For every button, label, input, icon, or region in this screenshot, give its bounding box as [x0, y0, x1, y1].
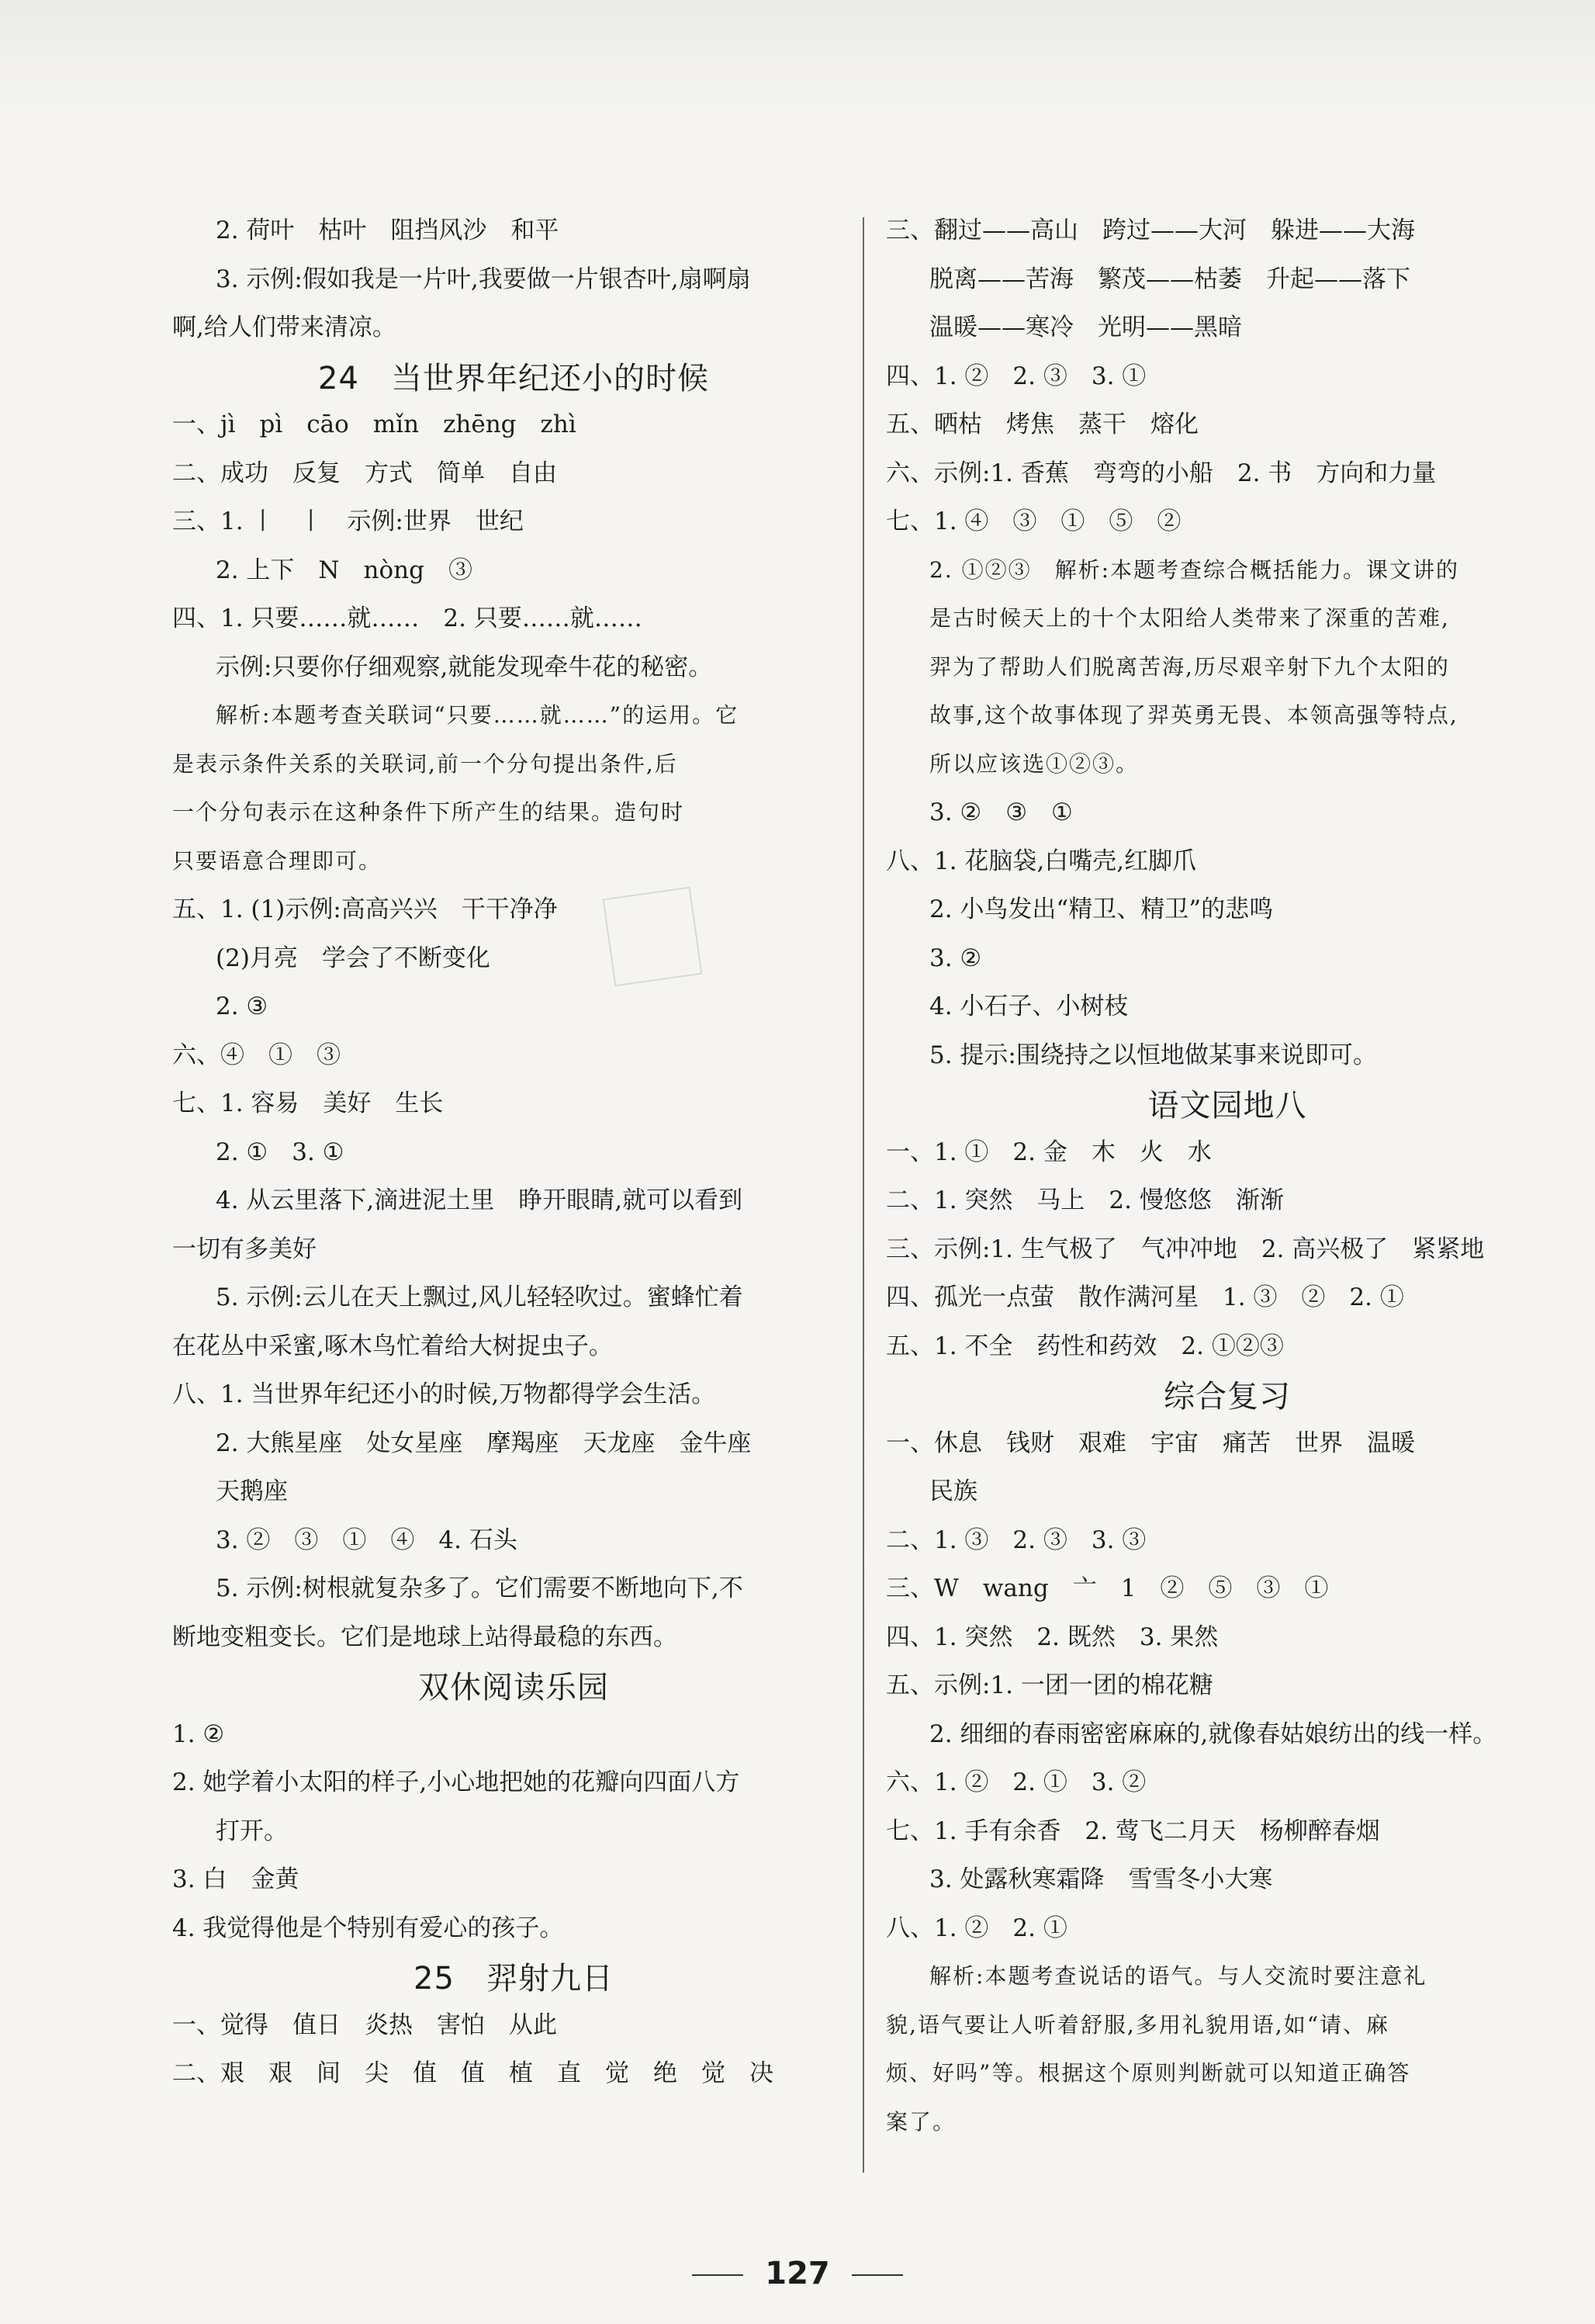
- answer-line: 五、示例:1. 一团一团的棉花糖: [886, 1671, 1213, 1699]
- answer-line: 3. ②: [929, 944, 982, 972]
- answer-line: 2. 大熊星座 处女星座 摩羯座 天龙座 金牛座: [216, 1429, 752, 1457]
- answer-line: (2)月亮 学会了不断变化: [216, 944, 490, 972]
- answer-line: 四、1. ② 2. ③ 3. ①: [886, 362, 1147, 390]
- answer-line: 脱离——苦海 繁茂——枯萎 升起——落下: [929, 265, 1410, 293]
- answer-line: 4. 小石子、小树枝: [929, 992, 1129, 1020]
- answer-line: 是古时候天上的十个太阳给人类带来了深重的苦难,: [929, 605, 1450, 631]
- answer-line: 五、1. 不全 药性和药效 2. ①②③: [886, 1332, 1284, 1360]
- answer-line: 2. 小鸟发出“精卫、精卫”的悲鸣: [929, 895, 1274, 923]
- answer-line: 3. 示例:假如我是一片叶,我要做一片银杏叶,扇啊扇: [216, 265, 751, 293]
- answer-line: 所以应该选①②③。: [929, 750, 1140, 777]
- page-number: 127: [765, 2256, 830, 2291]
- answer-line: 3. 白 金黄: [172, 1865, 299, 1893]
- answer-line: 五、1. (1)示例:高高兴兴 干干净净: [172, 895, 558, 923]
- answer-line: 民族: [929, 1477, 977, 1505]
- answer-line: 在花丛中采蜜,啄木鸟忙着给大树捉虫子。: [172, 1332, 613, 1360]
- answer-line: 1. ②: [172, 1720, 225, 1748]
- answer-line: 四、1. 只要……就…… 2. 只要……就……: [172, 604, 642, 632]
- answer-line: 4. 我觉得他是个特别有爱心的孩子。: [172, 1914, 564, 1942]
- answer-line: 2. ① 3. ①: [216, 1138, 344, 1166]
- answer-line: 天鹅座: [216, 1477, 288, 1505]
- answer-line: 打开。: [216, 1817, 288, 1845]
- answer-line: 2. ③: [216, 992, 268, 1020]
- answer-line: 二、1. ③ 2. ③ 3. ③: [886, 1526, 1147, 1554]
- right-column: [886, 206, 1569, 2146]
- answer-line: 故事,这个故事体现了羿英勇无畏、本领高强等特点,: [929, 702, 1458, 728]
- answer-line: 六、示例:1. 香蕉 弯弯的小船 2. 书 方向和力量: [886, 459, 1437, 487]
- answer-line: 六、1. ② 2. ① 3. ②: [886, 1768, 1147, 1796]
- answer-line: 八、1. ② 2. ①: [886, 1914, 1067, 1942]
- answer-line: 2. 细细的春雨密密麻麻的,就像春姑娘纺出的线一样。: [929, 1720, 1497, 1748]
- answer-line: 三、示例:1. 生气极了 气冲冲地 2. 高兴极了 紧紧地: [886, 1235, 1485, 1263]
- answer-line: 三、翻过——高山 跨过——大河 躲进——大海: [886, 216, 1415, 244]
- answer-line: 啊,给人们带来清凉。: [172, 313, 396, 341]
- answer-line: 七、1. ④ ③ ① ⑤ ②: [886, 507, 1182, 535]
- answer-line: 一、jì pì cāo mǐn zhēng zhì: [172, 410, 576, 438]
- answer-line: 三、1. 丨 丨 示例:世界 世纪: [172, 507, 524, 535]
- answer-line: 2. 上下 N nòng ③: [216, 556, 472, 584]
- answer-line: 七、1. 容易 美好 生长: [172, 1089, 444, 1117]
- answer-line: 二、1. 突然 马上 2. 慢悠悠 渐渐: [886, 1186, 1284, 1214]
- answer-line: 4. 从云里落下,滴进泥土里 睁开眼睛,就可以看到: [216, 1186, 743, 1214]
- answer-line: 5. 提示:围绕持之以恒地做某事来说即可。: [929, 1041, 1377, 1069]
- footer-dash-right: [852, 2274, 903, 2276]
- answer-line: 3. ② ③ ①: [929, 798, 1073, 826]
- page-footer: [0, 2250, 1595, 2297]
- column-divider: [863, 217, 864, 2173]
- answer-line: 5. 示例:树根就复杂多了。它们需要不断地向下,不: [216, 1574, 743, 1602]
- answer-line: 六、④ ① ③: [172, 1041, 341, 1069]
- left-column: [172, 206, 855, 2098]
- section-heading: 24 当世界年纪还小的时候: [318, 360, 709, 397]
- answer-line: 案了。: [886, 2108, 957, 2135]
- answer-line: 只要语意合理即可。: [172, 847, 382, 874]
- answer-line: 断地变粗变长。它们是地球上站得最稳的东西。: [172, 1623, 677, 1651]
- answer-line: 一、休息 钱财 艰难 宇宙 痛苦 世界 温暖: [886, 1429, 1415, 1457]
- answer-line: 八、1. 花脑袋,白嘴壳,红脚爪: [886, 847, 1197, 875]
- answer-line: 一切有多美好: [172, 1235, 317, 1263]
- answer-line: 一、觉得 值日 炎热 害怕 从此: [172, 2011, 557, 2039]
- answer-line: 示例:只要你仔细观察,就能发现牵牛花的秘密。: [216, 653, 713, 681]
- answer-line: 温暖——寒冷 光明——黑暗: [929, 313, 1242, 341]
- answer-line: 八、1. 当世界年纪还小的时候,万物都得学会生活。: [172, 1380, 716, 1408]
- answer-line: 二、艰 艰 间 尖 值 值 植 直 觉 绝 觉 决: [172, 2059, 773, 2087]
- answer-line: 解析:本题考查关联词“只要……就……”的运用。它: [216, 702, 739, 728]
- stamp-mark: [603, 887, 703, 987]
- answer-line: 一、1. ① 2. 金 木 火 水: [886, 1138, 1212, 1166]
- answer-line: 四、孤光一点萤 散作满河星 1. ③ ② 2. ①: [886, 1283, 1404, 1311]
- answer-line: 三、W wang 亠 1 ② ⑤ ③ ①: [886, 1574, 1329, 1602]
- answer-line: 烦、好吗”等。根据这个原则判断就可以知道正确答: [886, 2060, 1411, 2086]
- answer-line: 四、1. 突然 2. 既然 3. 果然: [886, 1623, 1219, 1651]
- answer-line: 2. ①②③ 解析:本题考查综合概括能力。课文讲的: [929, 556, 1460, 583]
- section-heading: 综合复习: [1164, 1379, 1291, 1415]
- answer-line: 七、1. 手有余香 2. 莺飞二月天 杨柳醉春烟: [886, 1817, 1380, 1845]
- answer-line: 貌,语气要让人听着舒服,多用礼貌用语,如“请、麻: [886, 2011, 1390, 2038]
- footer-dash-left: [692, 2274, 743, 2276]
- section-heading: 双休阅读乐园: [418, 1670, 609, 1706]
- answer-line: 3. 处露秋寒霜降 雪雪冬小大寒: [929, 1865, 1273, 1893]
- answer-line: 羿为了帮助人们脱离苦海,历尽艰辛射下九个太阳的: [929, 653, 1450, 680]
- answer-line: 一个分句表示在这种条件下所产生的结果。造句时: [172, 799, 685, 825]
- answer-line: 是表示条件关系的关联词,前一个分句提出条件,后: [172, 750, 678, 777]
- answer-line: 5. 示例:云儿在天上飘过,风儿轻轻吹过。蜜蜂忙着: [216, 1283, 743, 1311]
- answer-line: 2. 荷叶 枯叶 阻挡风沙 和平: [216, 216, 559, 244]
- answer-line: 3. ② ③ ① ④ 4. 石头: [216, 1526, 517, 1554]
- answer-line: 解析:本题考查说话的语气。与人交流时要注意礼: [929, 1963, 1427, 1989]
- answer-line: 二、成功 反复 方式 简单 自由: [172, 459, 557, 487]
- section-heading: 25 羿射九日: [413, 1961, 614, 1997]
- answer-line: 五、晒枯 烤焦 蒸干 熔化: [886, 410, 1199, 438]
- answer-line: 2. 她学着小太阳的样子,小心地把她的花瓣向四面八方: [172, 1768, 740, 1796]
- section-heading: 语文园地八: [1147, 1088, 1307, 1124]
